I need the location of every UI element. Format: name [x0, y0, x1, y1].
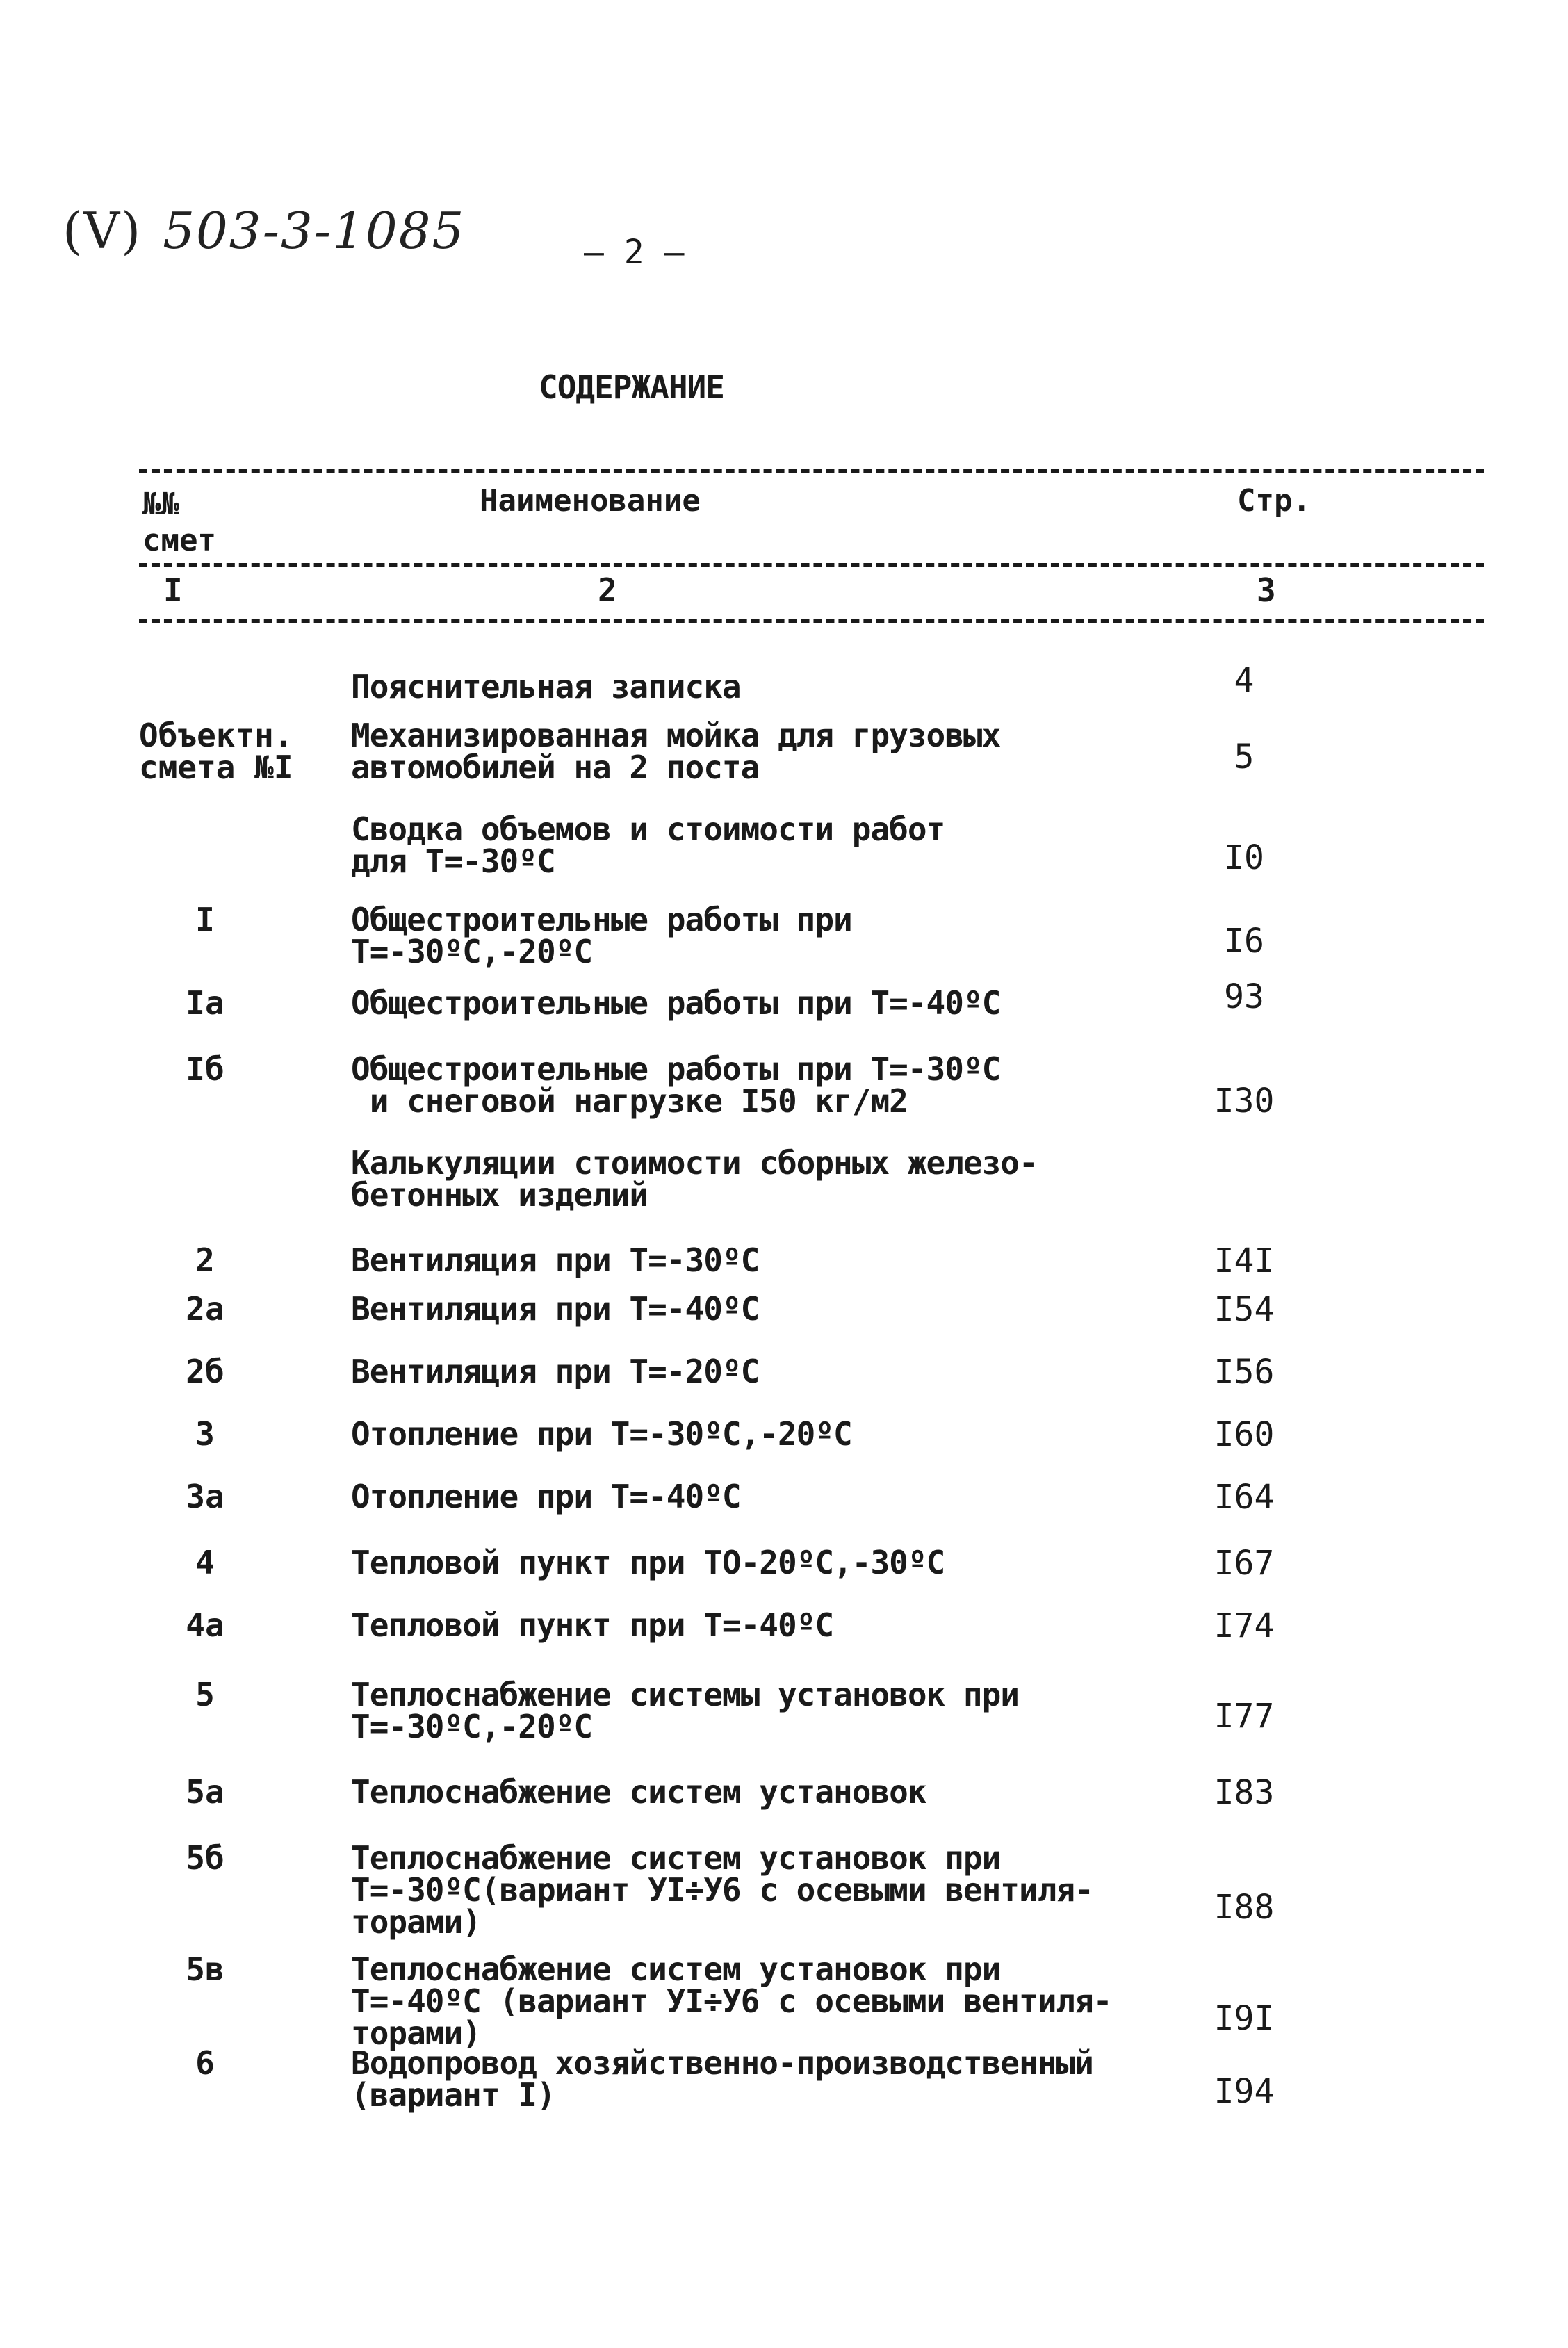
item-name: Вентиляция при Т=-20ºС — [351, 1353, 760, 1390]
item-name: Пояснительная записка — [351, 668, 741, 706]
item-name: Вентиляция при Т=-40ºС — [351, 1290, 760, 1328]
page-ref: I88 — [1214, 1888, 1275, 1927]
page-ref: I4I — [1214, 1241, 1275, 1280]
page-ref: I60 — [1214, 1415, 1275, 1454]
item-name: Общестроительные работы при Т=-30ºС,-20ºС — [351, 901, 852, 970]
column-number-1: I — [163, 571, 183, 609]
item-name: Теплоснабжение систем установок при Т=-40ºС (вариант УI÷У6 с осевыми вентиля- торами) — [351, 1950, 1112, 2052]
page-ref: I6 — [1224, 922, 1264, 961]
estimate-number: 4 — [195, 1544, 215, 1581]
table-top-rule — [139, 469, 1484, 473]
item-name: Отопление при Т=-40ºС — [351, 1478, 741, 1515]
estimate-number: 3а — [186, 1478, 224, 1515]
page-ref: I64 — [1214, 1478, 1275, 1517]
header-divider-rule — [139, 563, 1484, 567]
page-ref: I56 — [1214, 1353, 1275, 1392]
estimate-number: 5 — [195, 1676, 215, 1713]
page-ref: 5 — [1234, 737, 1255, 776]
item-name: Теплоснабжение системы установок при Т=-30ºС,-20ºС — [351, 1676, 1019, 1745]
estimate-number: Iа — [186, 984, 224, 1022]
header-bottom-rule — [139, 619, 1484, 623]
item-name: Тепловой пункт при ТО-20ºС,-30ºС — [351, 1544, 945, 1581]
page-ref: I54 — [1214, 1290, 1275, 1329]
estimate-number: 2 — [195, 1241, 215, 1279]
estimate-number: 5в — [186, 1950, 224, 1988]
estimate-number: 5а — [186, 1773, 224, 1811]
column-number-2: 2 — [598, 571, 617, 609]
estimate-number: 3 — [195, 1415, 215, 1453]
estimate-number: 2б — [186, 1353, 224, 1390]
page-ref: I0 — [1224, 838, 1264, 877]
estimate-number: 5б — [186, 1839, 224, 1877]
handwritten-code-text: 503-3-1085 — [163, 202, 466, 260]
estimate-number: Объектн. смета №I — [139, 717, 293, 786]
page-ref: 93 — [1224, 977, 1264, 1016]
page-ref: I9I — [1214, 1999, 1275, 2038]
item-name: Водопровод хозяйственно-производственный (вариант I) — [351, 2044, 1093, 2114]
item-name: Отопление при Т=-30ºС,-20ºС — [351, 1415, 852, 1453]
page-ref: I83 — [1214, 1773, 1275, 1812]
item-name: Тепловой пункт при Т=-40ºС — [351, 1606, 834, 1644]
estimate-number: I — [195, 901, 215, 938]
item-name: Теплоснабжение систем установок — [351, 1773, 926, 1811]
page-ref: I74 — [1214, 1606, 1275, 1645]
estimate-number: 4а — [186, 1606, 224, 1644]
estimate-number: 2а — [186, 1290, 224, 1328]
page-number: — 2 — — [584, 233, 685, 272]
page-title: СОДЕРЖАНИЕ — [539, 368, 724, 406]
item-name: Общестроительные работы при Т=-40ºС — [351, 984, 1001, 1022]
page-ref: I94 — [1214, 2072, 1275, 2111]
header-page: Стр. — [1237, 483, 1311, 519]
estimate-number: 6 — [195, 2044, 215, 2082]
item-name: Общестроительные работы при Т=-30ºС и снеговой нагрузке I50 кг/м2 — [351, 1050, 1001, 1120]
header-name: Наименование — [480, 483, 701, 519]
page-ref: 4 — [1234, 661, 1255, 700]
page-ref: I30 — [1214, 1082, 1275, 1120]
header-estimate-number: №№ смет — [142, 487, 216, 558]
handwritten-mark: (V) — [63, 202, 142, 260]
item-name: Вентиляция при Т=-30ºС — [351, 1241, 760, 1279]
item-name: Калькуляции стоимости сборных железо- бетонных изделий — [351, 1144, 1038, 1214]
item-name: Сводка объемов и стоимости работ для Т=-30ºС — [351, 810, 945, 880]
handwritten-code — [63, 202, 465, 260]
estimate-number: Iб — [186, 1050, 224, 1088]
page-ref: I77 — [1214, 1697, 1275, 1736]
item-name: Механизированная мойка для грузовых автомобилей на 2 поста — [351, 717, 1001, 786]
item-name: Теплоснабжение систем установок при Т=-30ºС(вариант УI÷У6 с осевыми вентиля- торами) — [351, 1839, 1093, 1941]
page-ref: I67 — [1214, 1544, 1275, 1583]
column-number-3: 3 — [1257, 571, 1276, 609]
